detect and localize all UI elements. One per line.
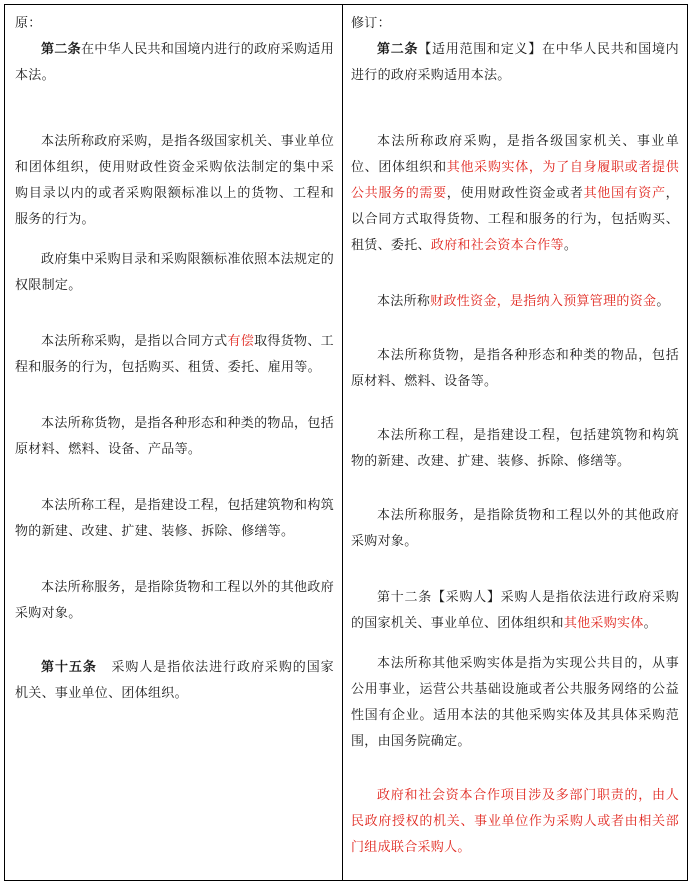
original-procurement-before: 本法所称采购，是指以合同方式 [41, 334, 228, 349]
revised-definition-part-4: 。 [563, 238, 578, 253]
original-goods-paragraph: 本法所称货物，是指各种形态和种类的物品，包括原材料、燃料、设备、产品等。 [15, 416, 334, 457]
revised-definition-red-1: 其他采购实体，为了自身履职或者提供公共服务的需要 [351, 160, 679, 201]
original-procurement-highlight: 有偿 [227, 334, 255, 349]
original-services-paragraph: 本法所称服务，是指除货物和工程以外的其他政府采购对象。 [15, 580, 334, 621]
revised-definition-red-2: 其他国有资产 [583, 186, 666, 201]
original-article-15-text: 采购人是指依法进行政府采购的国家机关、事业单位、团体组织。 [15, 660, 334, 701]
original-article-15 [15, 655, 334, 707]
original-article-15-label: 第十五条 [41, 660, 97, 675]
original-article-2 [15, 37, 334, 89]
revised-article-2 [351, 37, 679, 89]
revised-article-2-text: 在中华人民共和国境内进行的政府采购适用本法。 [351, 42, 679, 83]
revised-article-12 [351, 585, 679, 637]
revised-definition-paragraph [351, 129, 679, 259]
revised-fiscal-after: 。 [656, 294, 670, 309]
original-article-2-text: 在中华人民共和国境内进行的政府采购适用本法。 [15, 42, 335, 83]
original-catalog-paragraph: 政府集中采购目录和采购限额标准依照本法规定的权限制定。 [15, 252, 334, 293]
revised-article-12-highlight: 其他采购实体 [563, 616, 644, 631]
comparison-table [4, 4, 688, 881]
original-article-2-label: 第二条 [41, 42, 81, 57]
revised-column [343, 5, 688, 880]
revised-article-12-after: 。 [643, 616, 657, 631]
revised-other-entities-paragraph: 本法所称其他采购实体是指为实现公共目的，从事公用事业，运营公共基础设施或者公共服务网络的公益性国有企业。适用本法的其他采购实体及其具体采购范围，由国务院确定。 [351, 656, 679, 749]
revised-heading: 修订： [351, 16, 391, 31]
revised-goods-paragraph: 本法所称货物，是指各种形态和种类的物品，包括原材料、燃料、设备等。 [351, 348, 679, 389]
revised-fiscal-paragraph [351, 289, 679, 315]
original-procurement-paragraph [15, 329, 334, 381]
revised-definition-red-3: 政府和社会资本合作等 [430, 238, 564, 253]
revised-article-2-label: 第二条 [377, 42, 419, 57]
revised-definition-part-3: ，以合同方式取得货物、工程和服务的行为，包括购买、租赁、委托、 [351, 186, 679, 253]
revised-definition-part-2: ，使用财政性资金或者 [446, 186, 584, 201]
revised-fiscal-highlight: 财政性资金，是指纳入预算管理的资金 [430, 294, 657, 309]
original-works-paragraph: 本法所称工程，是指建设工程，包括建筑物和构筑物的新建、改建、扩建、装修、拆除、修缮等。 [15, 498, 334, 539]
revised-article-2-title: 【适用范围和定义】 [418, 42, 542, 57]
original-definition-paragraph: 本法所称政府采购，是指各级国家机关、事业单位和团体组织，使用财政性资金采购依法制定的集中采购目录以内的或者采购限额标准以上的货物、工程和服务的行为。 [15, 134, 334, 227]
revised-article-12-text: 第十二条【采购人】采购人是指依法进行政府采购的国家机关、事业单位、团体组织和 [351, 590, 679, 631]
revised-definition-part-1: 本法所称政府采购，是指各级国家机关、事业单位、团体组织和 [351, 134, 679, 175]
revised-ppp-paragraph: 政府和社会资本合作项目涉及多部门职责的，由人民政府授权的机关、事业单位作为采购人或者由相关部门组成联合采购人。 [351, 788, 679, 855]
revised-fiscal-before: 本法所称 [377, 294, 431, 309]
original-column [5, 5, 342, 880]
revised-works-paragraph: 本法所称工程，是指建设工程，包括建筑物和构筑物的新建、改建、扩建、装修、拆除、修缮等。 [351, 428, 679, 469]
original-heading: 原： [15, 16, 42, 31]
original-procurement-after: 取得货物、工程和服务的行为，包括购买、租赁、委托、雇用等。 [15, 334, 334, 375]
revised-services-paragraph: 本法所称服务，是指除货物和工程以外的其他政府采购对象。 [351, 508, 679, 549]
